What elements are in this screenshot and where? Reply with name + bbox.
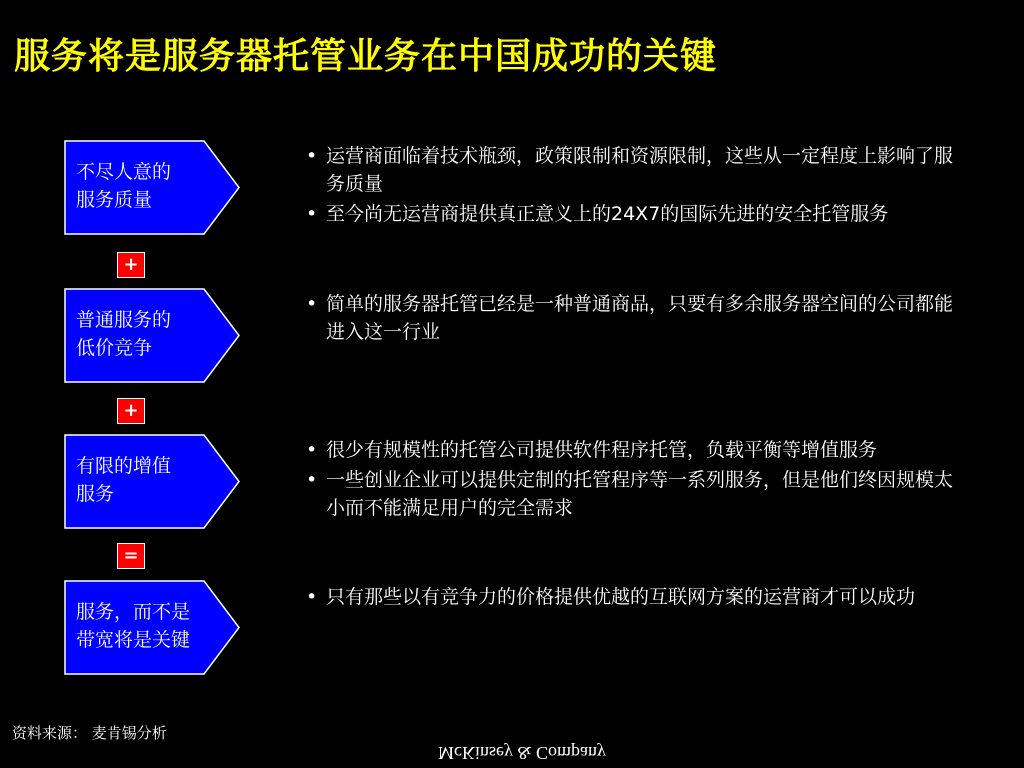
factor-arrow-2	[64, 288, 240, 383]
bullet-item: • 运营商面临着技术瓶颈，政策限制和资源限制，这些从一定程度上影响了服务质量	[302, 142, 962, 198]
factor-arrow-4	[64, 580, 240, 675]
factor-label: 普通服务的 低价竞争	[76, 309, 172, 359]
bullet-group-2	[302, 290, 962, 348]
factor-label: 不尽人意的 服务质量	[76, 161, 172, 211]
bullet-icon: •	[306, 439, 318, 461]
factor-label: 有限的增值 服务	[76, 455, 172, 505]
bullet-icon: •	[306, 469, 318, 491]
factor-arrow-1	[64, 140, 240, 235]
plus-operator: +	[117, 252, 145, 278]
slide-title: 服务将是服务器托管业务在中国成功的关键	[14, 36, 718, 77]
bullet-group-1	[302, 142, 962, 230]
bullet-icon: •	[306, 203, 318, 225]
factor-label: 服务，而不是 带宽将是关键	[76, 601, 191, 651]
bullet-item: • 只有那些以有竞争力的价格提供优越的互联网方案的运营商才可以成功	[302, 583, 962, 611]
plus-operator: +	[117, 398, 145, 424]
bullet-item: • 很少有规模性的托管公司提供软件程序托管，负载平衡等增值服务	[302, 436, 962, 464]
factor-arrow-3	[64, 434, 240, 529]
source-note: 资料来源： 麦肯锡分析	[12, 724, 167, 742]
bullet-item: • 简单的服务器托管已经是一种普通商品，只要有多余服务器空间的公司都能进入这一行业	[302, 290, 962, 346]
bullet-group-4	[302, 583, 962, 613]
bullet-group-3	[302, 436, 962, 524]
bullet-item: • 至今尚无运营商提供真正意义上的24X7的国际先进的安全托管服务	[302, 200, 962, 228]
bullet-icon: •	[306, 586, 318, 608]
bullet-item: • 一些创业企业可以提供定制的托管程序等一系列服务，但是他们终因规模太小而不能满足用户的完全需求	[302, 466, 962, 522]
bullet-icon: •	[306, 293, 318, 315]
company-logo: McKinsey & Company	[438, 743, 606, 763]
equals-operator: =	[117, 543, 145, 569]
bullet-icon: •	[306, 145, 318, 167]
